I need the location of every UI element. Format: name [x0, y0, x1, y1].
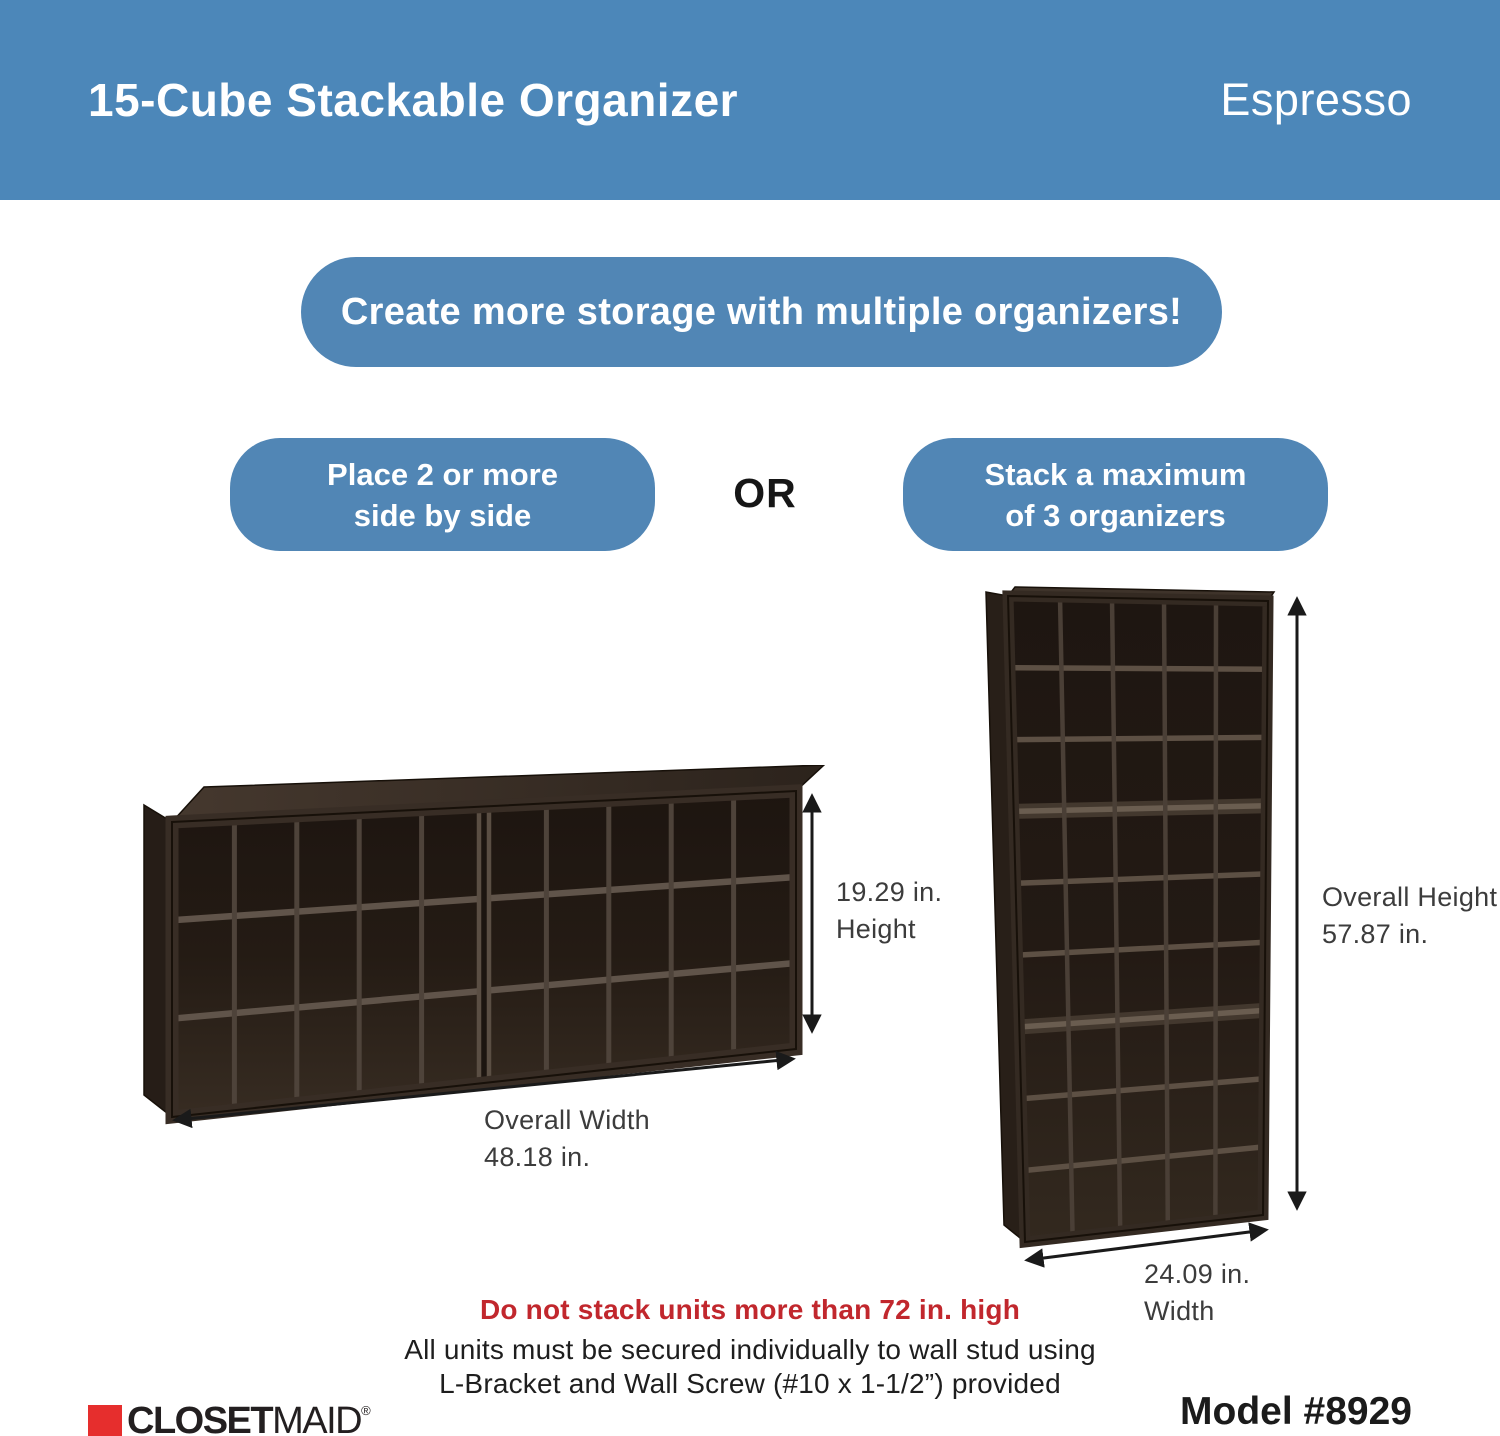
option-left-line2: side by side: [353, 497, 532, 533]
stack-limit-warning: Do not stack units more than 72 in. high: [479, 1294, 1021, 1325]
brand-name-light: MAID: [272, 1400, 362, 1436]
option-right-line2: of 3 organizers: [1005, 497, 1226, 533]
closetmaid-logo: [88, 1392, 371, 1436]
header-bar: [0, 0, 1500, 200]
side-by-side-width-label: Overall Width 48.18 in.: [484, 1105, 650, 1172]
stacked-organizers-image: [970, 585, 1315, 1285]
brand-name-bold: CLOSET: [127, 1400, 273, 1436]
option-left-line1: Place 2 or more: [327, 456, 558, 492]
side-by-side-organizers-image: [120, 765, 860, 1135]
option-pill-side-by-side: [230, 438, 655, 551]
model-number: Model #8929: [1180, 1390, 1412, 1433]
registered-mark: ®: [361, 1403, 371, 1418]
finish-name: Espresso: [1220, 74, 1412, 125]
stacked-organizers-svg: [970, 585, 1315, 1285]
secure-instruction-line2: L-Bracket and Wall Screw (#10 x 1-1/2”) provided: [439, 1368, 1061, 1399]
option-pill-stack: [903, 438, 1328, 551]
side-by-side-height-label: 19.29 in. Height: [836, 877, 943, 944]
banner-pill: [301, 257, 1222, 367]
product-title: 15-Cube Stackable Organizer: [88, 74, 739, 126]
secure-instruction-line1: All units must be secured individually to wall stud using: [404, 1334, 1096, 1365]
or-separator: OR: [733, 470, 797, 516]
logo-red-square-icon: [88, 1405, 122, 1436]
stacked-width-label: 24.09 in. Width: [1144, 1259, 1251, 1326]
banner-text: Create more storage with multiple organizers!: [340, 290, 1183, 333]
stacked-height-label: Overall Height 57.87 in.: [1322, 882, 1498, 949]
option-right-line1: Stack a maximum: [984, 456, 1247, 492]
side-by-side-organizers-svg: [120, 765, 860, 1135]
